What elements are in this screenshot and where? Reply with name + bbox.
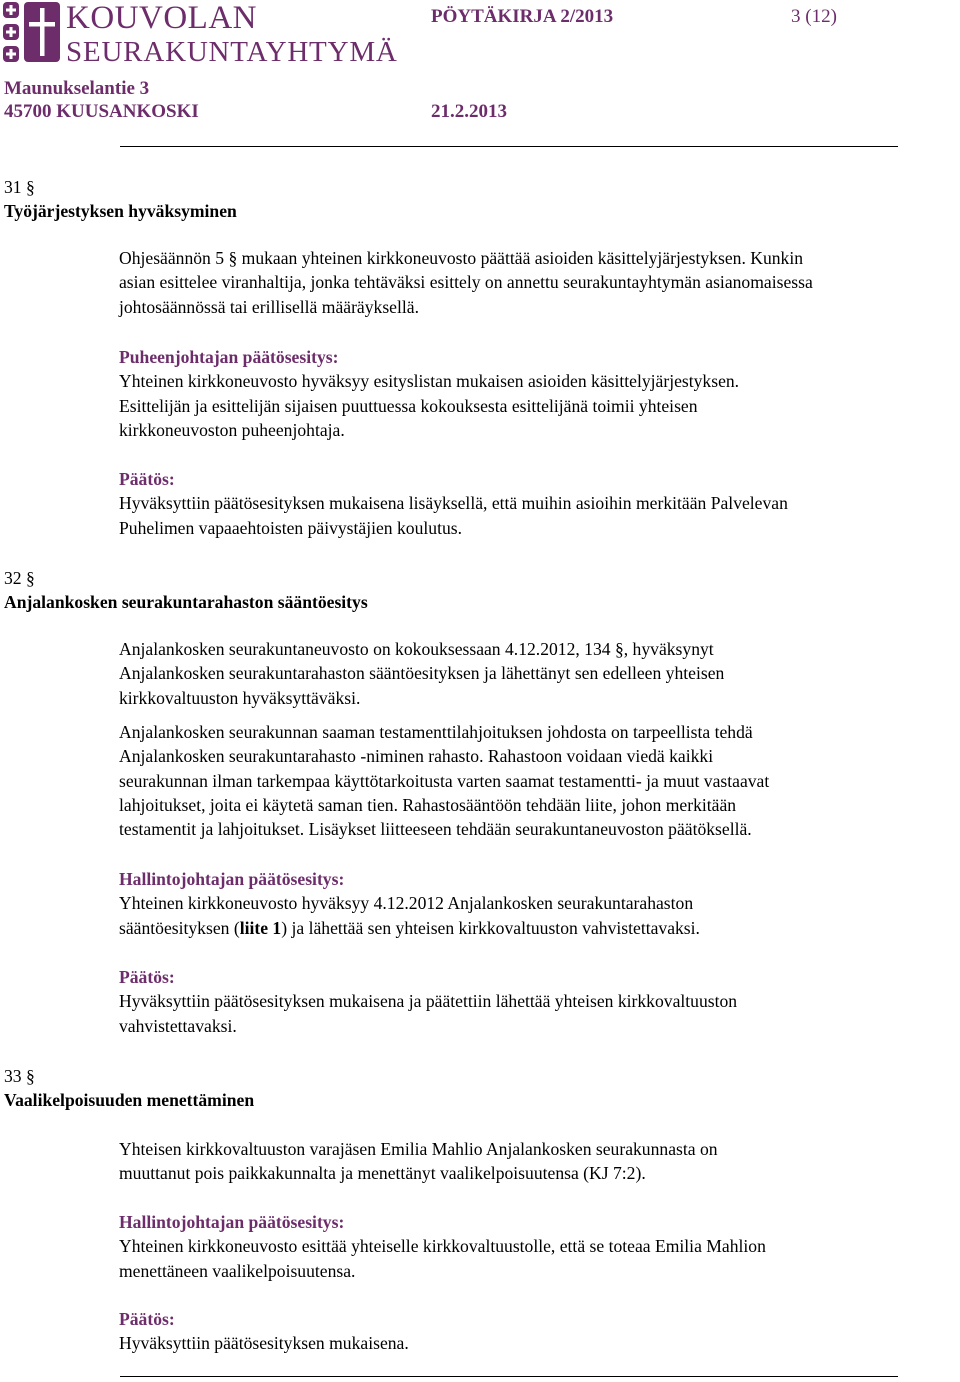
section-title: Anjalankosken seurakuntarahaston sääntöesitys (4, 592, 368, 612)
text-line: Anjalankosken seurakunnan saaman testamenttilahjoituksen johdosta on tarpeellista tehdä (119, 722, 753, 742)
text-line: vahvistettavaksi. (119, 1015, 237, 1036)
proposal-label: Hallintojohtajan päätösesitys: (119, 869, 345, 889)
decision-label: Päätös: (119, 1309, 175, 1329)
proposal-label: Hallintojohtajan päätösesitys: (119, 1212, 345, 1232)
proposal-block (119, 1210, 766, 1283)
decision-label: Päätös: (119, 967, 175, 987)
text-line: seurakunnan ilman tarkempaa käyttötarkoitusta varten saamat testamentti- ja muut vastaavat (119, 770, 770, 791)
document-date: 21.2.2013 (431, 101, 507, 122)
section-intro (119, 1137, 718, 1186)
header-divider (120, 146, 898, 147)
footer-divider (120, 1376, 898, 1377)
text-line: menettäneen vaalikelpoisuutensa. (119, 1260, 356, 1281)
text-line: Hyväksyttiin päätösesityksen mukaisena ja päätettiin lähettää yhteisen kirkkovaltuuston (119, 991, 738, 1012)
text-line: lahjoitukset, joita ei käytetä saman tien. Rahastosääntöön tehdään liite, johon merkitään (119, 794, 737, 815)
decision-block (119, 965, 737, 1038)
text-line: Hyväksyttiin päätösesityksen mukaisena lisäyksellä, että muihin asioihin merkitään Palvelevan (119, 493, 788, 514)
cross-logo-icon (3, 2, 60, 62)
text-line: Anjalankosken seurakuntarahasto -niminen rahasto. Rahastoon voidaan viedä kaikki (119, 746, 714, 767)
text-line: kirkkoneuvoston puheenjohtaja. (119, 419, 345, 440)
text-line (119, 916, 700, 940)
section-number: 33 § (4, 1066, 35, 1086)
section-title: Vaalikelpoisuuden menettäminen (4, 1090, 255, 1110)
proposal-label: Puheenjohtajan päätösesitys: (119, 347, 339, 367)
org-name-line1: KOUVOLAN (66, 0, 257, 36)
proposal-block (119, 345, 739, 442)
section-number: 31 § (4, 177, 35, 197)
text-line: Hyväksyttiin päätösesityksen mukaisena. (119, 1333, 409, 1354)
paragraph-1 (119, 637, 724, 710)
text-line: Anjalankosken seurakuntaneuvosto on kokouksessaan 4.12.2012, 134 §, hyväksynyt (119, 639, 714, 659)
text-line: Anjalankosken seurakuntarahaston sääntöesityksen ja lähettänyt sen edelleen yhteisen (119, 663, 725, 684)
text-line: kirkkovaltuuston hyväksyttäväksi. (119, 687, 361, 708)
text-line: Ohjesäännön 5 § mukaan yhteinen kirkkoneuvosto päättää asioiden käsittelyjärjestyksen. Kunkin (119, 248, 804, 268)
text-line: testamentit ja lahjoitukset. Lisäykset liitteeseen tehdään seurakuntaneuvoston päätöksellä. (119, 819, 752, 840)
text-line: Yhteinen kirkkoneuvosto hyväksyy esityslistan mukaisen asioiden käsittelyjärjestyksen. (119, 371, 740, 392)
proposal-block (119, 867, 700, 940)
section-intro (119, 246, 813, 319)
paragraph-2 (119, 720, 769, 841)
street-address: Maunukselantie 3 (4, 78, 150, 99)
org-name-line2: SEURAKUNTAYHTYMÄ (66, 36, 398, 68)
text-line: Yhteinen kirkkoneuvosto esittää yhteiselle kirkkovaltuustolle, että se toteaa Emilia Mahlion (119, 1236, 766, 1257)
postal-address: 45700 KUUSANKOSKI (4, 101, 199, 122)
document-title: PÖYTÄKIRJA 2/2013 (431, 6, 614, 27)
text-line: Esittelijän ja esittelijän sijaisen puuttuessa kokouksesta esittelijänä toimii yhteisen (119, 395, 698, 416)
section-title: Työjärjestyksen hyväksyminen (4, 201, 237, 221)
text-line: Yhteinen kirkkoneuvosto hyväksyy 4.12.2012 Anjalankosken seurakuntarahaston (119, 893, 694, 914)
text-line: johtosäännössä tai erillisellä määräyksellä. (119, 296, 419, 317)
text-line: Puhelimen vapaaehtoisten päivystäjien koulutus. (119, 517, 463, 538)
decision-block (119, 467, 788, 540)
text-line: muuttanut pois paikkakunnalta ja menettänyt vaalikelpoisuutensa (KJ 7:2). (119, 1163, 646, 1184)
decision-block (119, 1307, 409, 1356)
attachment-reference: liite 1 (239, 917, 282, 938)
page-number: 3 (12) (791, 6, 837, 27)
text-line: Yhteisen kirkkovaltuuston varajäsen Emilia Mahlio Anjalankosken seurakunnasta on (119, 1139, 718, 1159)
text-fragment: ) ja lähettää sen yhteisen kirkkovaltuuston vahvistettavaksi. (281, 917, 700, 938)
section-number: 32 § (4, 568, 35, 588)
text-fragment: sääntöesityksen ( (119, 917, 240, 938)
decision-label: Päätös: (119, 469, 175, 489)
text-line: asian esittelee viranhaltija, jonka tehtäväksi esittely on annettu seurakuntayhtymän asianomaisessa (119, 272, 813, 293)
